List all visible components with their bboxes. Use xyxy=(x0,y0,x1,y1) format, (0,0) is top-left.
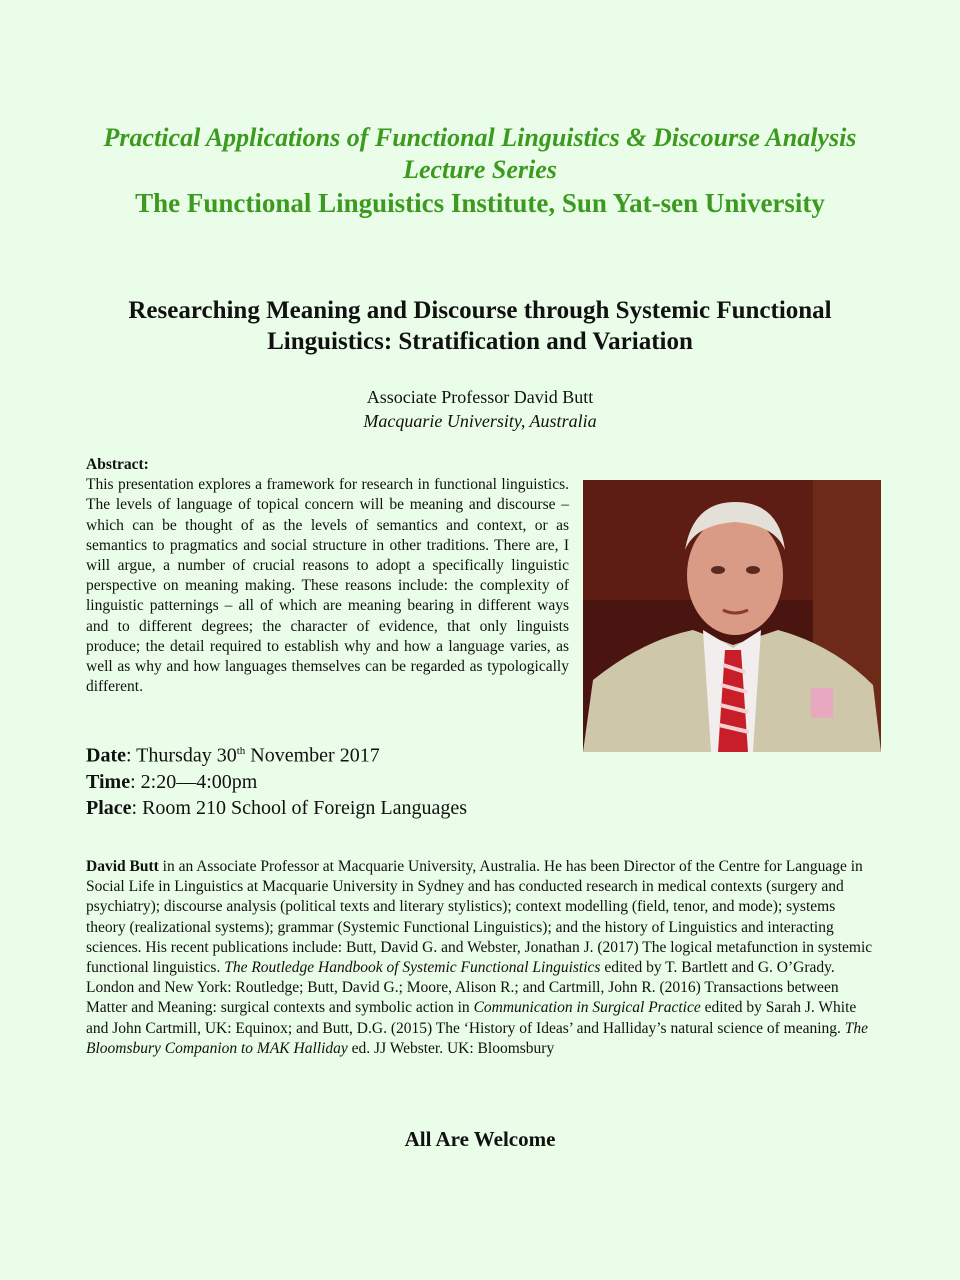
speaker-portrait-icon xyxy=(583,480,881,752)
institute-name: The Functional Linguistics Institute, Sun Yat-sen University xyxy=(135,188,825,218)
date-value: : Thursday 30 xyxy=(125,744,237,767)
speaker-affiliation: Macquarie University, Australia xyxy=(363,411,597,431)
series-header xyxy=(0,122,960,220)
bio-text-3: edited by Sarah J. White and John Cartmill, UK: Equinox; and Butt, D.G. (2015) The ‘History of Ideas’ and Halliday’s natural science of meaning. xyxy=(86,999,857,1037)
speaker-bio xyxy=(86,857,876,1059)
bio-name: David Butt xyxy=(86,858,159,875)
date-month-year: November 2017 xyxy=(245,744,380,767)
bio-text-1: in an Associate Professor at Macquarie University, Australia. He has been Director of the Centre for Language in Social Life in Linguistics at Macquarie University in Sydney and has conducted research in medical contexts (surgery and psychiatry); discourse analysis (political texts and literary stylistics); context modelling (field, tenor, and mode); systems theory (realizational systems); grammar (Systemic Functional Linguistics); and the history of Linguistics and interacting sciences. His recent publications include: Butt, David G. and Webster, Jonathan J. (2017) The logical metafunction in systemic functional linguistics. xyxy=(86,858,873,977)
date-label: Date xyxy=(86,744,126,767)
speaker-block xyxy=(0,385,960,433)
time-label: Time xyxy=(86,770,131,793)
talk-title-line2: Linguistics: Stratification and Variation xyxy=(267,328,693,355)
place-value: : Room 210 School of Foreign Languages xyxy=(131,796,468,819)
event-details xyxy=(86,738,467,821)
date-suffix: th xyxy=(236,745,246,757)
place-label: Place xyxy=(86,796,132,819)
series-subtitle: Lecture Series xyxy=(403,155,557,184)
event-place xyxy=(86,795,467,821)
talk-title xyxy=(80,295,880,357)
bio-pub-3: The Bloomsbury Companion to MAK Halliday xyxy=(86,1019,869,1057)
bio-text-4: ed. JJ Webster. UK: Bloomsbury xyxy=(347,1039,555,1057)
abstract-heading: Abstract: xyxy=(86,456,149,473)
speaker-name: Associate Professor David Butt xyxy=(366,387,594,407)
event-date xyxy=(86,738,467,769)
bio-text-2: edited by T. Bartlett and G. O’Grady. London and New York: Routledge; Butt, David G.; Moore, Alison R.; and Cartmill, John R. (2016) Transactions between Matter and Meaning: surgical contexts and symbolic action in xyxy=(86,959,839,1017)
series-title: Practical Applications of Functional Linguistics & Discourse Analysis xyxy=(103,123,857,152)
abstract-body: This presentation explores a framework for research in functional linguistics. The levels of language of topical concern will be meaning and discourse – which can be thought of as the levels of semantics and context, or as semantics to pragmatics and social structure in other traditions. There are, I will argue, a number of crucial reasons to adopt a specifically linguistic perspective on meaning making. These reasons include: the complexity of linguistic patternings – all of which are meaning bearing in different ways and to different degrees; the character of evidence, that only linguists produce; the detail required to establish why and how a language varies, as well as why and how languages themselves can be regarded as typologically different. xyxy=(86,476,569,696)
speaker-photo xyxy=(583,480,881,752)
time-value: : 2:20—4:00pm xyxy=(130,770,258,793)
event-time xyxy=(86,769,467,795)
talk-title-line1: Researching Meaning and Discourse through Systemic Functional xyxy=(128,297,832,324)
bio-pub-2: Communication in Surgical Practice xyxy=(473,999,701,1017)
welcome-message: All Are Welcome xyxy=(404,1127,556,1151)
bio-pub-1: The Routledge Handbook of Systemic Functional Linguistics xyxy=(224,959,601,977)
abstract xyxy=(86,455,569,697)
